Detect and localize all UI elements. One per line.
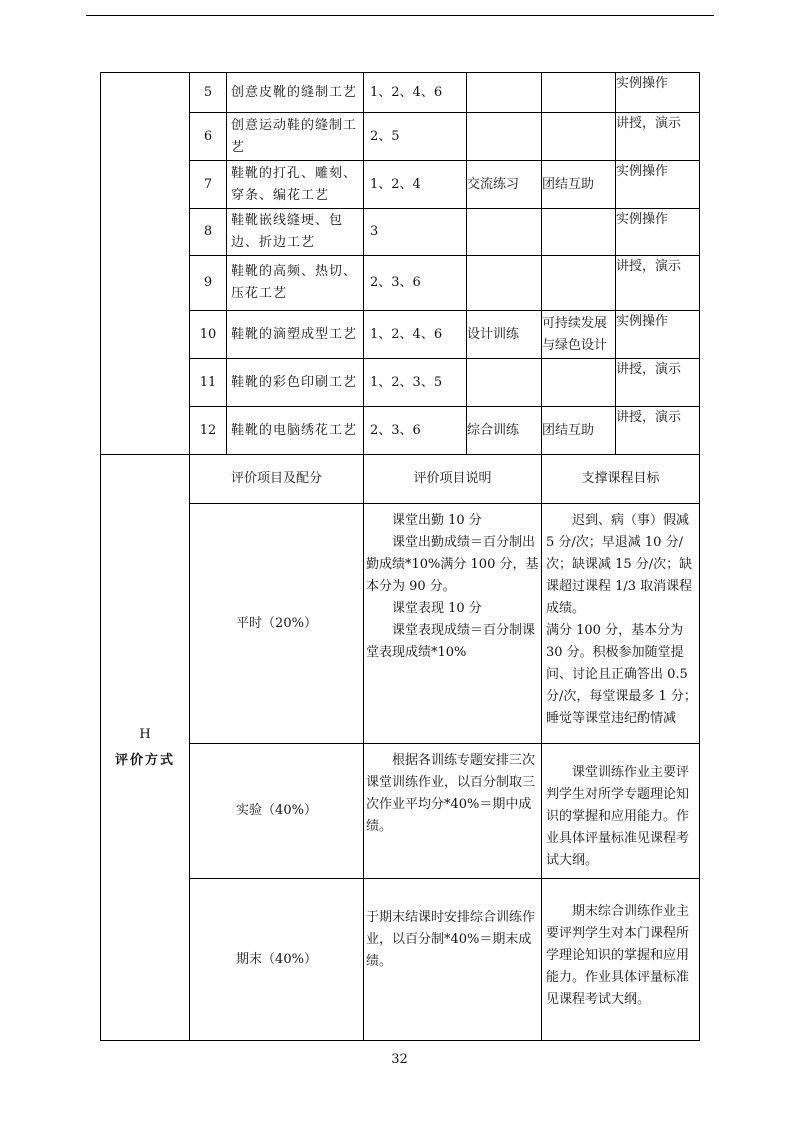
description-line: 课堂出勤 10 分 bbox=[392, 513, 482, 528]
method-cell: 讲授，演示 bbox=[616, 256, 700, 311]
header-rule bbox=[86, 15, 714, 16]
goals-cell: 1、2、4、6 bbox=[364, 311, 467, 359]
method-cell: 讲授，演示 bbox=[616, 407, 700, 455]
table-row bbox=[101, 407, 700, 455]
table-row bbox=[101, 161, 700, 209]
row-number: 6 bbox=[190, 113, 227, 161]
row-number: 7 bbox=[190, 161, 227, 209]
topic-cell: 鞋靴的滴塑成型工艺 bbox=[227, 311, 364, 359]
description-line: 课堂表现 10 分 bbox=[392, 601, 482, 616]
row-number: 8 bbox=[190, 209, 227, 256]
evaluation-item-name: 平时（20%） bbox=[190, 504, 364, 744]
support-line: 满分 100 分，基本分为 30 分。积极参加随堂提问、讨论且正确答出 0.5 分/次，每堂课最多 1 分；睡觉等课堂违纪酌情减 bbox=[546, 623, 697, 726]
evaluation-item-name: 期末（40%） bbox=[190, 879, 364, 1041]
evaluation-description bbox=[364, 879, 542, 1041]
goals-cell: 2、5 bbox=[364, 113, 467, 161]
row-number: 5 bbox=[190, 73, 227, 113]
goals-cell: 1、2、4、6 bbox=[364, 73, 467, 113]
method-cell: 实例操作 bbox=[616, 73, 700, 113]
description-line: 课堂出勤成绩＝百分制出勤成绩*10%满分 100 分，基本分为 90 分。 bbox=[366, 535, 539, 594]
thinking-cell: 交流练习 bbox=[467, 161, 542, 209]
goals-cell: 3 bbox=[364, 209, 467, 256]
evaluation-row bbox=[101, 744, 700, 879]
politics-cell bbox=[542, 73, 616, 113]
topic-cell: 创意运动鞋的缝制工艺 bbox=[227, 113, 364, 161]
row-number: 12 bbox=[190, 407, 227, 455]
thinking-cell: 设计训练 bbox=[467, 311, 542, 359]
politics-cell: 团结互助 bbox=[542, 161, 616, 209]
table-row bbox=[101, 73, 700, 113]
evaluation-row bbox=[101, 504, 700, 744]
politics-cell: 团结互助 bbox=[542, 407, 616, 455]
thinking-cell bbox=[467, 256, 542, 311]
method-cell: 实例操作 bbox=[616, 311, 700, 359]
table-row bbox=[101, 256, 700, 311]
politics-cell bbox=[542, 113, 616, 161]
method-cell: 实例操作 bbox=[616, 209, 700, 256]
row-number: 10 bbox=[190, 311, 227, 359]
table-row bbox=[101, 359, 700, 407]
description-line: 课堂表现成绩＝百分制课堂表现成绩*10% bbox=[366, 623, 536, 660]
section-g-merged-cell bbox=[101, 73, 190, 455]
thinking-cell: 综合训练 bbox=[467, 407, 542, 455]
header-evaluation-item: 评价项目及配分 bbox=[190, 455, 364, 504]
topic-cell: 鞋靴的打孔、雕刻、穿条、编花工艺 bbox=[227, 161, 364, 209]
course-table bbox=[100, 72, 700, 1041]
header-supported-goals: 支撑课程目标 bbox=[542, 455, 700, 504]
method-cell: 讲授，演示 bbox=[616, 113, 700, 161]
section-h-label bbox=[101, 455, 190, 1041]
evaluation-description bbox=[364, 504, 542, 744]
thinking-cell bbox=[467, 73, 542, 113]
table-row bbox=[101, 209, 700, 256]
evaluation-item-name: 实验（40%） bbox=[190, 744, 364, 879]
topic-cell: 创意皮靴的缝制工艺 bbox=[227, 73, 364, 113]
description-line: 根据各训练专题安排三次课堂训练作业，以百分制取三次作业平均分*40%＝期中成绩。 bbox=[366, 753, 536, 834]
method-cell: 讲授，演示 bbox=[616, 359, 700, 407]
evaluation-description bbox=[364, 744, 542, 879]
header-evaluation-description: 评价项目说明 bbox=[364, 455, 542, 504]
table-row bbox=[101, 113, 700, 161]
page-number: 32 bbox=[391, 1052, 408, 1067]
evaluation-header-row bbox=[101, 455, 700, 504]
thinking-cell bbox=[467, 359, 542, 407]
support-line: 课堂训练作业主要评判学生对所学专题理论知识的掌握和应用能力。作业具体评量标准见课程考试大纲。 bbox=[546, 765, 690, 868]
topic-cell: 鞋靴的电脑绣花工艺 bbox=[227, 407, 364, 455]
thinking-cell bbox=[467, 113, 542, 161]
politics-cell: 可持续发展与绿色设计 bbox=[542, 311, 616, 359]
topic-cell: 鞋靴的高频、热切、压花工艺 bbox=[227, 256, 364, 311]
politics-cell bbox=[542, 359, 616, 407]
goals-cell: 1、2、3、5 bbox=[364, 359, 467, 407]
support-line: 期末综合训练作业主要评判学生对本门课程所学理论知识的掌握和应用能力。作业具体评量标准见课程考试大纲。 bbox=[546, 904, 690, 1007]
evaluation-row bbox=[101, 879, 700, 1041]
section-h-letter: H bbox=[139, 726, 151, 742]
politics-cell bbox=[542, 209, 616, 256]
goals-cell: 2、3、6 bbox=[364, 407, 467, 455]
row-number: 9 bbox=[190, 256, 227, 311]
description-line: 于期末结课时安排综合训练作业，以百分制*40%＝期末成绩。 bbox=[366, 910, 536, 969]
supported-goals-text bbox=[542, 879, 700, 1041]
supported-goals-text bbox=[542, 744, 700, 879]
section-h-title: 评价方式 bbox=[114, 752, 175, 768]
thinking-cell bbox=[467, 209, 542, 256]
topic-cell: 鞋靴嵌线缝埂、包边、折边工艺 bbox=[227, 209, 364, 256]
goals-cell: 1、2、4 bbox=[364, 161, 467, 209]
goals-cell: 2、3、6 bbox=[364, 256, 467, 311]
support-line: 迟到、病（事）假减 5 分/次；早退减 10 分/次；缺课减 15 分/次；缺课超过课程 1/3 取消课程成绩。 bbox=[546, 513, 693, 616]
supported-goals-text bbox=[542, 504, 700, 744]
politics-cell bbox=[542, 256, 616, 311]
method-cell: 实例操作 bbox=[616, 161, 700, 209]
row-number: 11 bbox=[190, 359, 227, 407]
topic-cell: 鞋靴的彩色印刷工艺 bbox=[227, 359, 364, 407]
table-row bbox=[101, 311, 700, 359]
